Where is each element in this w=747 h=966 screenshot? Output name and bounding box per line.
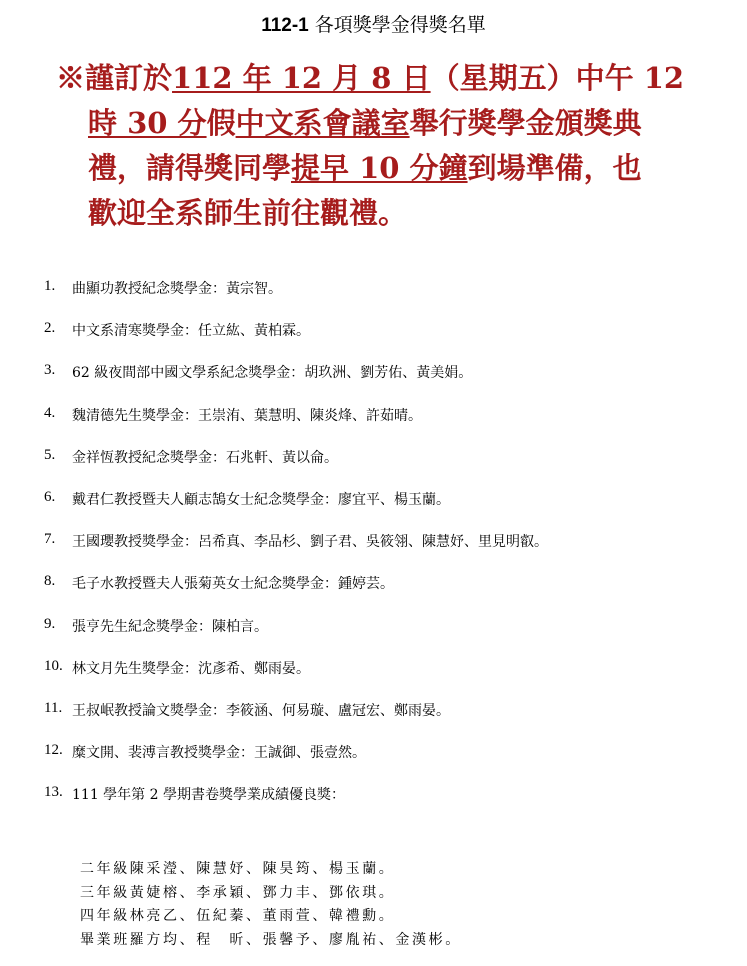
notice-time: 時 30 分: [88, 106, 207, 140]
page-title: [0, 12, 747, 39]
book-award-row: 畢業班羅方均、程 昕、張馨予、廖胤祐、金漢彬。: [80, 931, 462, 948]
award-list: [44, 278, 724, 826]
list-item: [44, 447, 724, 489]
notice-line-1: [56, 56, 716, 101]
item-text: 糜文開、裴溥言教授獎學金：王誠御、張壹然。: [72, 745, 366, 762]
list-item: [44, 700, 724, 742]
item-text: 金祥恆教授紀念獎學金：石兆軒、黃以侖。: [72, 449, 338, 466]
book-award-row: 四年級林亮乙、伍紀蓁、董雨萱、韓禮勳。: [80, 908, 396, 924]
item-text: 張亨先生紀念獎學金：陳柏言。: [72, 618, 268, 635]
item-number: 4.: [44, 404, 56, 421]
list-item: [44, 616, 724, 658]
item-number: 13.: [44, 784, 63, 801]
item-text: 曲顯功教授紀念獎學金：黃宗智。: [72, 281, 282, 297]
notice-text: 禮，請得獎同學: [88, 151, 292, 185]
notice-text: 假: [206, 106, 236, 140]
item-number: 6.: [44, 488, 56, 505]
item-text: 111 學年第 2 學期書卷獎學業成績優良獎：: [72, 787, 345, 804]
book-award-row: 二年級陳采瀅、陳慧妤、陳昊筠、楊玉蘭。: [80, 861, 396, 877]
title-term: 112-1: [261, 15, 309, 36]
list-item: [44, 278, 724, 320]
item-number: 9.: [44, 615, 56, 632]
notice-line-4: 歡迎全系師生前往觀禮。: [88, 196, 408, 230]
notice-date: 112 年 12 月 8 日: [172, 61, 431, 95]
notice-early: 提早 10 分鐘: [291, 151, 468, 185]
item-number: 11.: [44, 699, 63, 716]
notice-line-3: [56, 146, 716, 191]
item-number: 3.: [44, 362, 56, 379]
list-item: [44, 489, 724, 531]
list-item: [44, 742, 724, 784]
item-text: 王國瓔教授獎學金：呂希真、李品杉、劉子君、吳筱翎、陳慧妤、里見明叡。: [72, 534, 548, 551]
item-number: 10.: [44, 657, 63, 674]
item-text: 中文系清寒獎學金：任立紘、黃柏霖。: [72, 323, 310, 340]
item-text: 王叔岷教授論文獎學金：李筱涵、何易璇、盧冠宏、鄭雨晏。: [72, 702, 450, 719]
item-text: 魏清德先生獎學金：王崇洧、葉慧明、陳炎烽、許茹晴。: [72, 407, 422, 424]
item-text: 戴君仁教授暨夫人顧志鵠女士紀念獎學金：廖宜平、楊玉蘭。: [72, 491, 450, 508]
notice-line-2: [56, 101, 716, 146]
list-item: [44, 405, 724, 447]
list-item: [44, 531, 724, 573]
list-item: [44, 658, 724, 700]
list-item: [44, 362, 724, 404]
item-text: 毛子水教授暨夫人張菊英女士紀念獎學金：鍾婷芸。: [72, 576, 394, 593]
notice-text: （星期五）中午 12: [430, 61, 685, 95]
title-text: 各項獎學金得獎名單: [314, 14, 486, 36]
notice-text: 謹訂於: [85, 61, 173, 95]
list-item: [44, 573, 724, 615]
item-number: 2.: [44, 320, 56, 337]
item-text: 62 級夜間部中國文學系紀念獎學金：胡玖洲、劉芳佑、黃美娟。: [72, 365, 473, 382]
notice-text: 舉行獎學金頒獎典: [409, 106, 642, 140]
list-item: [44, 320, 724, 362]
item-number: 7.: [44, 531, 56, 548]
book-award-row: 三年級黃婕榕、李承穎、鄧力丰、鄧依琪。: [80, 884, 396, 901]
item-number: 1.: [44, 278, 56, 294]
item-text: 林文月先生獎學金：沈彥希、鄭雨晏。: [72, 660, 310, 677]
notice-text: 到場準備，也: [467, 151, 642, 185]
item-number: 5.: [44, 446, 56, 463]
item-number: 12.: [44, 742, 63, 759]
item-number: 8.: [44, 573, 56, 590]
list-item: [44, 784, 724, 826]
ceremony-notice: [56, 56, 716, 236]
reference-mark-icon: ※: [56, 61, 86, 95]
notice-venue: 中文系會議室: [235, 106, 410, 140]
book-award-list: [80, 858, 462, 952]
